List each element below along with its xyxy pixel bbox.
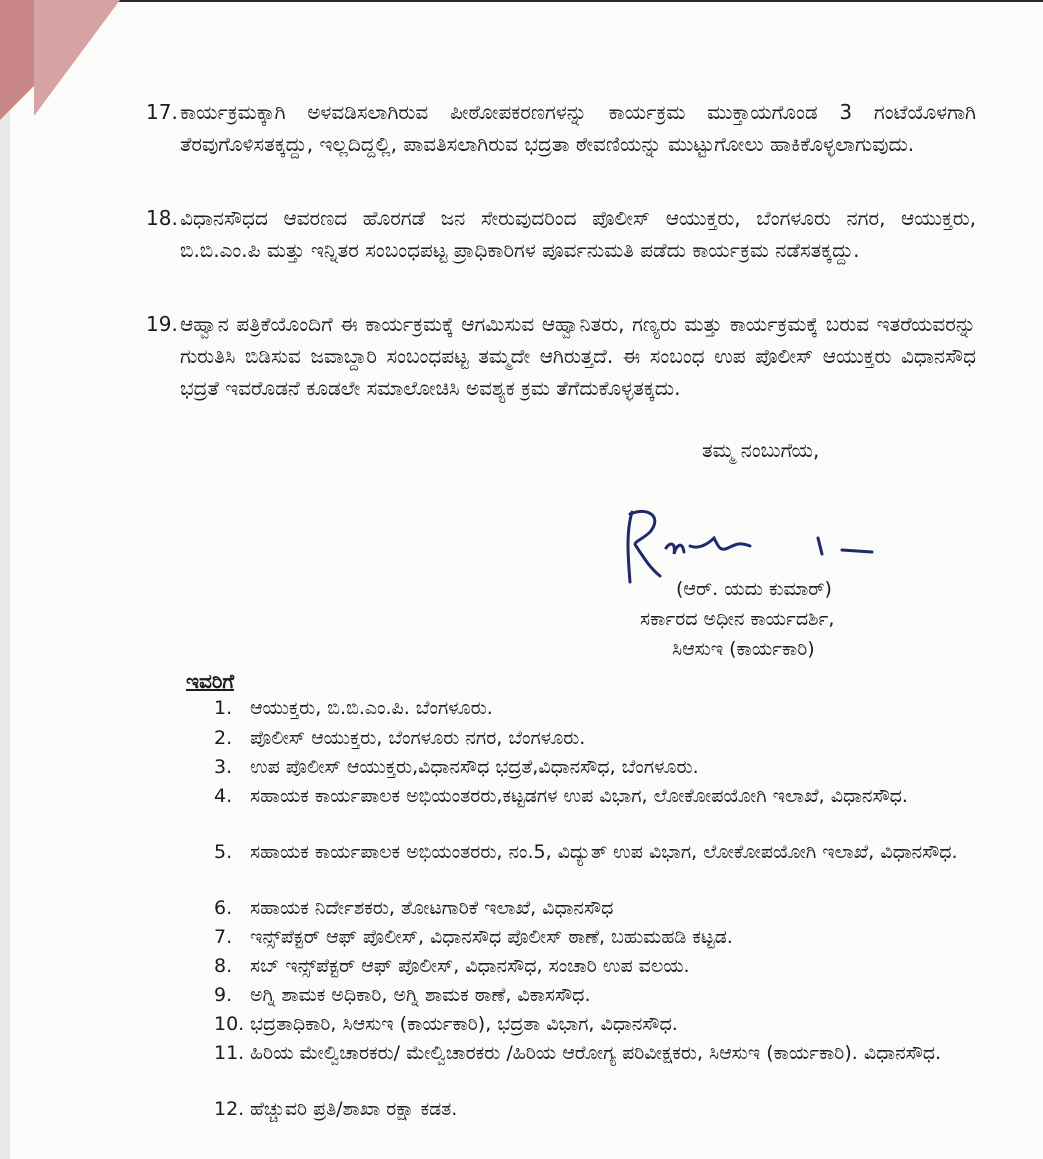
recipient-item: [214, 781, 972, 811]
recipient-text: ಸಬ್ ಇನ್ಸ್‌ಪೆಕ್ಟರ್ ಆಫ್ ಪೊಲೀಸ್, ವಿಧಾನಸೌಧ, ಸಂಚಾರಿ ಉಪ ವಲಯ.: [250, 955, 690, 977]
recipient-number: 1.: [214, 697, 233, 719]
recipient-item: [214, 922, 972, 952]
paragraph-18: [146, 202, 976, 266]
paragraph-number: 19.: [146, 312, 178, 336]
signatory-name: (ಆರ್. ಯದು ಕುಮಾರ್): [676, 578, 832, 600]
recipient-item: [214, 1038, 972, 1068]
recipient-text: ಸಹಾಯಕ ನಿರ್ದೇಶಕರು, ತೋಟಗಾರಿಕೆ ಇಲಾಖೆ, ವಿಧಾನಸೌಧ: [250, 897, 614, 919]
recipient-number: 3.: [214, 756, 233, 778]
recipient-item: [214, 893, 972, 923]
recipient-item: [214, 837, 972, 867]
page-top-edge: [0, 0, 1043, 2]
recipient-number: 6.: [214, 897, 233, 919]
recipient-number: 7.: [214, 926, 233, 948]
closing-salutation: ತಮ್ಮ ನಂಬುಗೆಯ,: [702, 438, 820, 462]
paragraph-text: ವಿಧಾನಸೌಧದ ಆವರಣದ ಹೊರಗಡೆ ಜನ ಸೇರುವುದರಿಂದ ಪೊಲೀಸ್ ಆಯುಕ್ತರು, ಬೆಂಗಳೂರು ನಗರ, ಆಯುಕ್ತರು, ಬಿ.ಬಿ.ಎಂ.ಪಿ ಮತ್ತು ಇನ್ನಿತರ ಸಂಬಂಧಪಟ್ಟ ಪ್ರಾಧಿಕಾರಿಗಳ ಪೂರ್ವನುಮತಿ ಪಡೆದು ಕಾರ್ಯಕ್ರಮ ನಡೆಸತಕ್ಕದ್ದು.: [180, 206, 976, 262]
recipient-item: [214, 693, 972, 723]
recipient-item: [214, 951, 972, 981]
recipient-text: ಪೊಲೀಸ್ ಆಯುಕ್ತರು, ಬೆಂಗಳೂರು ನಗರ, ಬೆಂಗಳೂರು.: [250, 727, 586, 749]
recipient-number: 4.: [214, 785, 233, 807]
recipient-number: 2.: [214, 727, 233, 749]
recipient-item: [214, 1009, 972, 1039]
recipient-number: 10.: [214, 1013, 245, 1035]
paragraph-17: [146, 96, 976, 160]
signatory-department: ಸಿಆಸುಇ (ಕಾರ್ಯಕಾರಿ): [672, 638, 815, 660]
paragraph-19: [146, 308, 976, 404]
recipient-item: [214, 752, 972, 782]
paragraph-text: ಕಾರ್ಯಕ್ರಮಕ್ಕಾಗಿ ಅಳವಡಿಸಲಾಗಿರುವ ಪೀಠೋಪಕರಣಗಳನ್ನು ಕಾರ್ಯಕ್ರಮ ಮುಕ್ತಾಯಗೊಂಡ 3 ಗಂಟೆಯೊಳಗಾಗಿ ತೆರವುಗೊಳಿಸತಕ್ಕದ್ದು, ಇಲ್ಲದಿದ್ದಲ್ಲಿ, ಪಾವತಿಸಲಾಗಿರುವ ಭದ್ರತಾ ಠೇವಣಿಯನ್ನು ಮುಟ್ಟುಗೋಲು ಹಾಕಿಕೊಳ್ಳಲಾಗುವುದು.: [180, 100, 976, 156]
recipient-text: ಆಯುಕ್ತರು, ಬಿ.ಬಿ.ಎಂ.ಪಿ. ಬೆಂಗಳೂರು.: [250, 697, 493, 719]
recipient-text: ಇನ್ಸ್‌ಪೆಕ್ಟರ್ ಆಫ್ ಪೊಲೀಸ್, ವಿಧಾನಸೌಧ ಪೊಲೀಸ್ ಠಾಣೆ, ಬಹುಮಹಡಿ ಕಟ್ಟಡ.: [250, 926, 733, 948]
page-left-margin: [0, 0, 10, 1159]
paragraph-number: 17.: [146, 100, 178, 124]
recipient-item: [214, 1094, 972, 1124]
folder-tab-fold: [34, 0, 120, 116]
recipient-text: ಅಗ್ನಿ ಶಾಮಕ ಅಧಿಕಾರಿ, ಅಗ್ನಿ ಶಾಮಕ ಠಾಣೆ, ವಿಕಾಸಸೌಧ.: [250, 984, 591, 1006]
recipient-text: ಸಹಾಯಕ ಕಾರ್ಯಪಾಲಕ ಅಭಿಯಂತರರು,ಕಟ್ಟಡಗಳ ಉಪ ವಿಭಾಗ, ಲೋಕೋಪಯೋಗಿ ಇಲಾಖೆ, ವಿಧಾನಸೌಧ.: [250, 785, 908, 807]
signatory-designation: ಸರ್ಕಾರದ ಅಧೀನ ಕಾರ್ಯದರ್ಶಿ,: [640, 608, 835, 630]
recipient-text: ಹೆಚ್ಚುವರಿ ಪ್ರತಿ/ಶಾಖಾ ರಕ್ಷಾ ಕಡತ.: [250, 1098, 458, 1120]
recipient-number: 8.: [214, 955, 233, 977]
paragraph-text: ಆಹ್ವಾನ ಪತ್ರಿಕೆಯೊಂದಿಗೆ ಈ ಕಾರ್ಯಕ್ರಮಕ್ಕೆ ಆಗಮಿಸುವ ಆಹ್ವಾನಿತರು, ಗಣ್ಯರು ಮತ್ತು ಕಾರ್ಯಕ್ರಮಕ್ಕೆ ಬರುವ ಇತರೆಯವರನ್ನು ಗುರುತಿಸಿ ಬಿಡಿಸುವ ಜವಾಬ್ದಾರಿ ಸಂಬಂಧಪಟ್ಟ ತಮ್ಮದೇ ಆಗಿರುತ್ತದೆ. ಈ ಸಂಬಂಧ ಉಪ ಪೊಲೀಸ್ ಆಯುಕ್ತರು ವಿಧಾನಸೌಧ ಭದ್ರತೆ ಇವರೊಡನೆ ಕೂಡಲೇ ಸಮಾಲೋಚಿಸಿ ಅವಶ್ಯಕ ಕ್ರಮ ತೆಗೆದುಕೊಳ್ಳತಕ್ಕದು.: [180, 312, 976, 400]
recipient-text: ಸಹಾಯಕ ಕಾರ್ಯಪಾಲಕ ಅಭಿಯಂತರರು, ನಂ.5, ವಿದ್ಯುತ್ ಉಪ ವಿಭಾಗ, ಲೋಕೋಪಯೋಗಿ ಇಲಾಖೆ, ವಿಧಾನಸೌಧ.: [250, 841, 958, 863]
recipient-number: 11.: [214, 1042, 245, 1064]
paragraph-number: 18.: [146, 206, 178, 230]
recipient-item: [214, 723, 972, 753]
recipient-text: ಭದ್ರತಾಧಿಕಾರಿ, ಸಿಆಸುಇ (ಕಾರ್ಯಕಾರಿ), ಭದ್ರತಾ ವಿಭಾಗ, ವಿಧಾನಸೌಧ.: [250, 1013, 678, 1035]
recipient-number: 9.: [214, 984, 233, 1006]
recipient-text: ಉಪ ಪೊಲೀಸ್ ಆಯುಕ್ತರು,ವಿಧಾನಸೌಧ ಭದ್ರತೆ,ವಿಧಾನಸೌಧ, ಬೆಂಗಳೂರು.: [250, 756, 699, 778]
recipient-number: 12.: [214, 1098, 245, 1120]
recipients-heading: ಇವರಿಗೆ: [186, 669, 235, 693]
recipient-item: [214, 980, 972, 1010]
recipient-number: 5.: [214, 841, 233, 863]
recipient-text: ಹಿರಿಯ ಮೇಲ್ವಿಚಾರಕರು/ ಮೇಲ್ವಿಚಾರಕರು /ಹಿರಿಯ ಆರೋಗ್ಯ ಪರಿವೀಕ್ಷಕರು, ಸಿಆಸುಇ (ಕಾರ್ಯಕಾರಿ). ವಿಧಾನಸೌಧ.: [250, 1042, 942, 1064]
